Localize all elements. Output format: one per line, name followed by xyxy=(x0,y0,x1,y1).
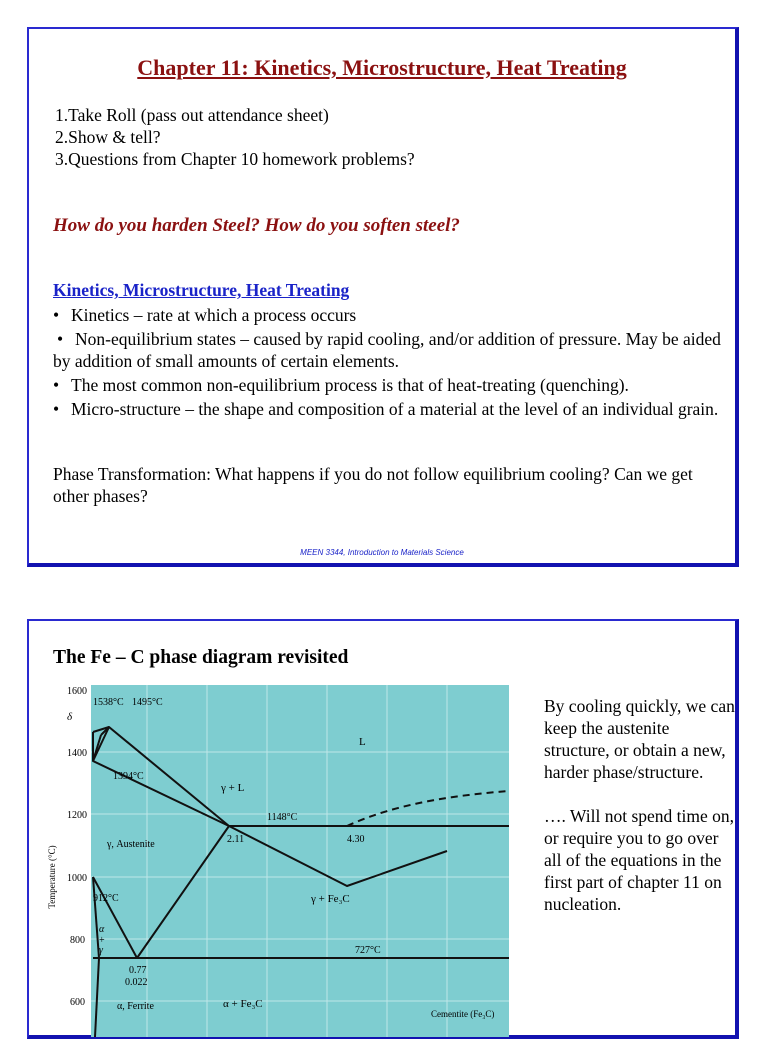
diagram-label: 1148°C xyxy=(267,812,298,823)
list-item: • Non-equilibrium states – caused by rapid cooling, and/or addition of pressure. May be aided by addition of small amounts of certain elements. xyxy=(53,329,721,371)
slide-title: Chapter 11: Kinetics, Microstructure, Heat Treating xyxy=(137,55,627,80)
diagram-label: 0.77 xyxy=(129,965,147,976)
slide-2 xyxy=(27,619,739,1039)
bullet-icon: • xyxy=(53,375,60,395)
list-item: 1.Take Roll (pass out attendance sheet) xyxy=(55,105,329,125)
bullet-icon: • xyxy=(57,329,64,349)
diagram-label: 4.30 xyxy=(347,834,365,845)
y-tick: 600 xyxy=(70,997,85,1008)
section-heading-link[interactable]: Kinetics, Microstructure, Heat Treating xyxy=(53,280,350,300)
agenda-list xyxy=(55,104,415,170)
diagram-label: 912°C xyxy=(93,893,119,904)
diagram-label: δ xyxy=(67,711,73,723)
list-item: 3.Questions from Chapter 10 homework problems? xyxy=(55,149,415,169)
y-tick: 1000 xyxy=(67,873,87,884)
side-text xyxy=(544,695,736,937)
y-tick: 800 xyxy=(70,935,85,946)
x-axis-label: Cementite (Fe₃C) xyxy=(431,1009,495,1019)
bullet-list xyxy=(53,304,731,422)
diagram-label: 1394°C xyxy=(113,771,144,782)
phase-paragraph: Phase Transformation: What happens if you do not follow equilibrium cooling? Can we get other phases? xyxy=(53,464,693,506)
diagram-label: L xyxy=(359,736,366,748)
diagram-label: 1538°C xyxy=(93,697,124,708)
diagram-label: 727°C xyxy=(355,945,381,956)
fe-c-phase-diagram xyxy=(37,677,509,1037)
bullet-icon: • xyxy=(53,305,60,325)
y-axis-label: Temperature (°C) xyxy=(47,845,57,909)
slide-footer: MEEN 3344, Introduction to Materials Science xyxy=(300,548,464,557)
diagram-label: α, Ferrite xyxy=(117,1001,154,1012)
diagram-label: + xyxy=(99,935,105,946)
diagram-label: 0.022 xyxy=(125,977,148,988)
list-item: • Micro-structure – the shape and composition of a material at the level of an individual grain. xyxy=(53,399,719,419)
diagram-label: γ xyxy=(99,945,103,956)
slide-title: The Fe – C phase diagram revisited xyxy=(53,647,349,668)
list-item: • The most common non-equilibrium process is that of heat-treating (quenching). xyxy=(53,375,629,395)
paragraph: By cooling quickly, we can keep the austenite structure, or obtain a new, harder phase/structure. xyxy=(544,696,735,782)
bullet-icon: • xyxy=(53,399,60,419)
diagram-label: γ + Fe₃C xyxy=(311,893,350,905)
diagram-label: α + Fe₃C xyxy=(223,998,263,1010)
y-tick: 1400 xyxy=(67,748,87,759)
list-item: 2.Show & tell? xyxy=(55,127,161,147)
y-tick: 1200 xyxy=(67,810,87,821)
y-tick: 1600 xyxy=(67,686,87,697)
paragraph: …. Will not spend time on, or require you to go over all of the equations in the first part of chapter 11 on nucleation. xyxy=(544,806,735,914)
diagram-label: γ + L xyxy=(221,782,245,794)
diagram-label: α xyxy=(99,924,105,935)
diagram-label: 1495°C xyxy=(132,697,163,708)
diagram-label: γ, Austenite xyxy=(107,839,155,850)
diagram-label: 2.11 xyxy=(227,834,245,845)
question-heading: How do you harden Steel? How do you soften steel? xyxy=(53,215,460,236)
list-item: • Kinetics – rate at which a process occurs xyxy=(53,305,357,325)
slide-1 xyxy=(27,27,739,567)
